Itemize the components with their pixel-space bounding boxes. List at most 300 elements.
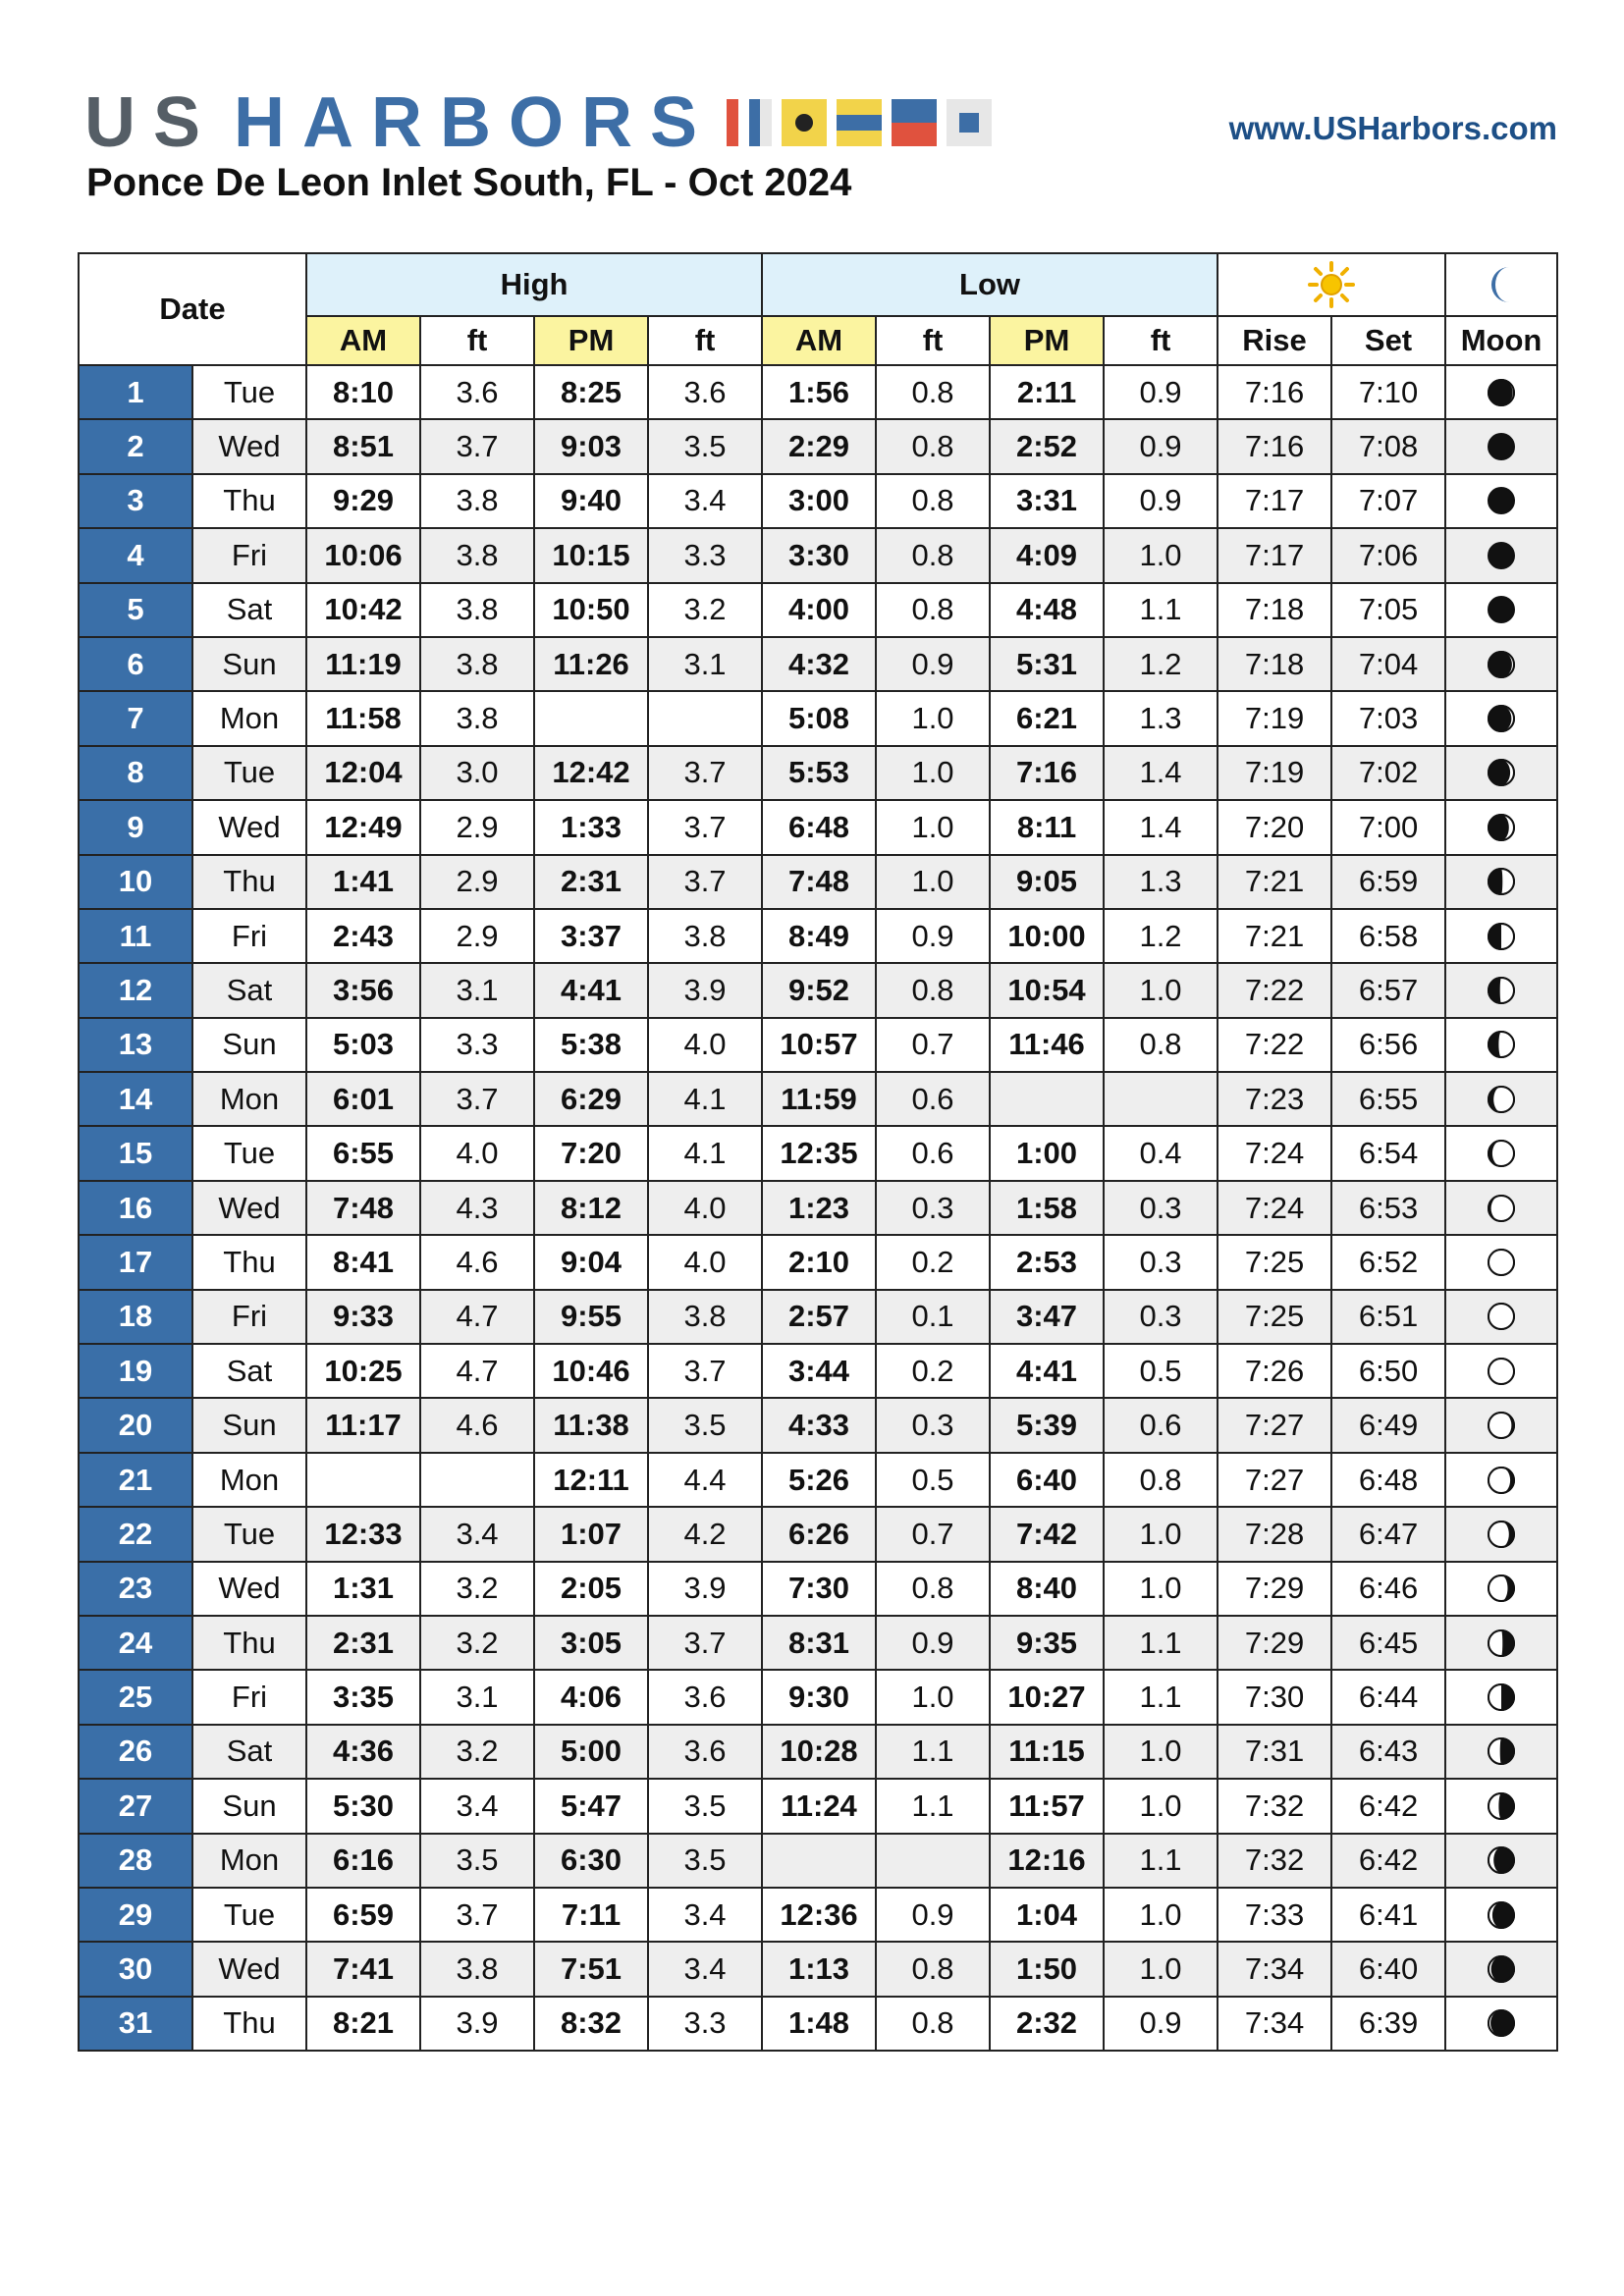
moon-phase-icon — [1484, 1789, 1519, 1824]
sunset-time: 6:56 — [1331, 1018, 1445, 1072]
low-pm-height: 0.3 — [1104, 1235, 1218, 1289]
header-high-am-ft: ft — [420, 316, 534, 365]
moon-phase-cell — [1445, 800, 1557, 854]
sunset-time: 6:40 — [1331, 1942, 1445, 1996]
day-of-week: Wed — [192, 419, 306, 473]
high-am-time: 6:01 — [306, 1072, 420, 1126]
high-pm-height: 3.1 — [648, 637, 762, 691]
sunset-time: 6:55 — [1331, 1072, 1445, 1126]
table-row — [79, 1290, 1557, 1344]
moon-phase-icon — [1484, 429, 1519, 464]
low-am-height: 0.2 — [876, 1235, 990, 1289]
high-am-time: 1:41 — [306, 855, 420, 909]
high-am-time: 8:10 — [306, 365, 420, 419]
day-of-week: Tue — [192, 746, 306, 800]
high-am-height: 3.9 — [420, 1997, 534, 2051]
header — [84, 83, 1557, 162]
high-am-height: 3.1 — [420, 963, 534, 1017]
sunset-time: 7:04 — [1331, 637, 1445, 691]
high-pm-time: 10:46 — [534, 1344, 648, 1398]
table-row — [79, 1126, 1557, 1180]
day-num: 4 — [79, 528, 192, 582]
day-of-week: Thu — [192, 1997, 306, 2051]
low-pm-time: 11:46 — [990, 1018, 1104, 1072]
high-pm-time: 9:03 — [534, 419, 648, 473]
moon-phase-cell — [1445, 1290, 1557, 1344]
high-pm-time: 11:38 — [534, 1398, 648, 1452]
moon-phase-cell — [1445, 1072, 1557, 1126]
sunset-time: 6:39 — [1331, 1997, 1445, 2051]
header-sun — [1218, 253, 1445, 316]
low-pm-time: 8:11 — [990, 800, 1104, 854]
low-pm-height: 1.3 — [1104, 855, 1218, 909]
header-low-pm-ft: ft — [1104, 316, 1218, 365]
high-am-height: 3.4 — [420, 1779, 534, 1833]
table-row — [79, 1834, 1557, 1888]
day-num: 12 — [79, 963, 192, 1017]
moon-phase-cell — [1445, 1834, 1557, 1888]
day-of-week: Wed — [192, 1942, 306, 1996]
high-am-time: 9:29 — [306, 474, 420, 528]
low-am-height: 0.8 — [876, 963, 990, 1017]
high-pm-height: 4.4 — [648, 1453, 762, 1507]
high-am-height: 4.0 — [420, 1126, 534, 1180]
low-pm-time: 5:31 — [990, 637, 1104, 691]
high-am-time: 6:59 — [306, 1888, 420, 1942]
high-pm-time: 1:07 — [534, 1507, 648, 1561]
high-am-time: 10:25 — [306, 1344, 420, 1398]
low-pm-height: 0.5 — [1104, 1344, 1218, 1398]
high-am-height — [420, 1453, 534, 1507]
low-pm-time: 5:39 — [990, 1398, 1104, 1452]
moon-phase-icon — [1484, 1082, 1519, 1117]
sunrise-time: 7:34 — [1218, 1942, 1331, 1996]
low-am-height: 0.7 — [876, 1507, 990, 1561]
table-row — [79, 1725, 1557, 1779]
sunrise-time: 7:23 — [1218, 1072, 1331, 1126]
day-num: 13 — [79, 1018, 192, 1072]
logo-us-text: US — [84, 83, 219, 162]
day-num: 24 — [79, 1616, 192, 1670]
moon-phase-icon — [1484, 1626, 1519, 1661]
high-am-time: 1:31 — [306, 1562, 420, 1616]
low-pm-time: 3:31 — [990, 474, 1104, 528]
high-pm-height: 4.1 — [648, 1072, 762, 1126]
low-pm-time: 10:27 — [990, 1670, 1104, 1724]
moon-phase-cell — [1445, 1235, 1557, 1289]
high-pm-time: 1:33 — [534, 800, 648, 854]
high-pm-height: 3.5 — [648, 1779, 762, 1833]
day-num: 20 — [79, 1398, 192, 1452]
day-of-week: Wed — [192, 800, 306, 854]
low-pm-time: 11:15 — [990, 1725, 1104, 1779]
low-am-time: 6:26 — [762, 1507, 876, 1561]
low-pm-height: 1.2 — [1104, 637, 1218, 691]
low-pm-time: 2:52 — [990, 419, 1104, 473]
high-pm-height: 3.7 — [648, 855, 762, 909]
table-row — [79, 1072, 1557, 1126]
day-num: 30 — [79, 1942, 192, 1996]
sunrise-time: 7:25 — [1218, 1290, 1331, 1344]
low-am-height: 0.9 — [876, 637, 990, 691]
site-url-link[interactable]: www.USHarbors.com — [1228, 110, 1557, 146]
high-pm-height: 3.4 — [648, 474, 762, 528]
low-am-height: 0.5 — [876, 1453, 990, 1507]
low-am-time: 8:31 — [762, 1616, 876, 1670]
low-pm-height — [1104, 1072, 1218, 1126]
sunset-time: 6:58 — [1331, 909, 1445, 963]
signal-flag-2-icon — [782, 99, 827, 146]
low-pm-height: 0.9 — [1104, 474, 1218, 528]
high-pm-time: 6:30 — [534, 1834, 648, 1888]
high-am-time: 6:16 — [306, 1834, 420, 1888]
table-row — [79, 1018, 1557, 1072]
sunset-time: 6:57 — [1331, 963, 1445, 1017]
high-am-height: 3.2 — [420, 1616, 534, 1670]
low-am-time: 6:48 — [762, 800, 876, 854]
sunset-time: 6:47 — [1331, 1507, 1445, 1561]
day-of-week: Tue — [192, 1507, 306, 1561]
low-am-height: 1.0 — [876, 1670, 990, 1724]
high-pm-height: 3.7 — [648, 1344, 762, 1398]
low-pm-time: 10:00 — [990, 909, 1104, 963]
high-am-height: 3.8 — [420, 1942, 534, 1996]
high-pm-time: 6:29 — [534, 1072, 648, 1126]
header-low-am-ft: ft — [876, 316, 990, 365]
high-pm-time: 9:40 — [534, 474, 648, 528]
low-am-time: 7:30 — [762, 1562, 876, 1616]
moon-phase-icon — [1484, 1517, 1519, 1552]
day-num: 29 — [79, 1888, 192, 1942]
sunrise-time: 7:28 — [1218, 1507, 1331, 1561]
header-low-am: AM — [762, 316, 876, 365]
moon-phase-cell — [1445, 1997, 1557, 2051]
table-row — [79, 1235, 1557, 1289]
moon-phase-icon — [1484, 1951, 1519, 1987]
moon-phase-cell — [1445, 746, 1557, 800]
day-num: 18 — [79, 1290, 192, 1344]
sunrise-time: 7:22 — [1218, 1018, 1331, 1072]
header-date: Date — [79, 253, 306, 365]
moon-phase-icon — [1484, 1897, 1519, 1933]
moon-phase-icon — [1484, 592, 1519, 627]
high-am-time: 8:21 — [306, 1997, 420, 2051]
sunset-time: 6:48 — [1331, 1453, 1445, 1507]
high-am-height: 3.7 — [420, 419, 534, 473]
low-pm-time: 7:42 — [990, 1507, 1104, 1561]
moon-phase-cell — [1445, 1562, 1557, 1616]
sunset-time: 6:54 — [1331, 1126, 1445, 1180]
sunset-time: 7:07 — [1331, 474, 1445, 528]
header-set: Set — [1331, 316, 1445, 365]
low-pm-time: 4:48 — [990, 583, 1104, 637]
high-am-height: 3.4 — [420, 1507, 534, 1561]
low-am-time: 11:59 — [762, 1072, 876, 1126]
sunrise-time: 7:19 — [1218, 691, 1331, 745]
low-am-time: 10:28 — [762, 1725, 876, 1779]
low-am-time: 9:52 — [762, 963, 876, 1017]
low-am-time: 8:49 — [762, 909, 876, 963]
low-pm-height: 0.6 — [1104, 1398, 1218, 1452]
moon-phase-icon — [1484, 1571, 1519, 1606]
high-pm-time: 5:38 — [534, 1018, 648, 1072]
low-am-time: 12:35 — [762, 1126, 876, 1180]
table-row — [79, 474, 1557, 528]
high-pm-height: 4.0 — [648, 1235, 762, 1289]
sunrise-time: 7:18 — [1218, 583, 1331, 637]
day-of-week: Thu — [192, 474, 306, 528]
day-num: 5 — [79, 583, 192, 637]
day-num: 11 — [79, 909, 192, 963]
logo-harbors-text: HARBORS — [234, 83, 716, 162]
low-pm-height: 1.0 — [1104, 963, 1218, 1017]
day-num: 25 — [79, 1670, 192, 1724]
high-am-time: 12:04 — [306, 746, 420, 800]
low-am-time: 9:30 — [762, 1670, 876, 1724]
high-am-time: 10:42 — [306, 583, 420, 637]
high-pm-height: 3.7 — [648, 800, 762, 854]
moon-phase-cell — [1445, 855, 1557, 909]
low-am-height: 1.0 — [876, 800, 990, 854]
sunset-time: 6:52 — [1331, 1235, 1445, 1289]
low-pm-height: 1.0 — [1104, 1888, 1218, 1942]
moon-phase-cell — [1445, 474, 1557, 528]
day-of-week: Mon — [192, 1453, 306, 1507]
sunrise-time: 7:16 — [1218, 419, 1331, 473]
high-pm-height: 3.6 — [648, 1725, 762, 1779]
day-of-week: Sun — [192, 1018, 306, 1072]
moon-phase-icon — [1484, 864, 1519, 899]
day-num: 16 — [79, 1181, 192, 1235]
high-am-time: 5:03 — [306, 1018, 420, 1072]
day-of-week: Mon — [192, 1072, 306, 1126]
day-of-week: Sun — [192, 1398, 306, 1452]
table-row — [79, 1616, 1557, 1670]
high-am-time: 5:30 — [306, 1779, 420, 1833]
moon-phase-cell — [1445, 365, 1557, 419]
moon-phase-icon — [1484, 375, 1519, 410]
high-pm-height: 3.2 — [648, 583, 762, 637]
sunset-time: 7:10 — [1331, 365, 1445, 419]
low-am-time: 11:24 — [762, 1779, 876, 1833]
moon-phase-icon — [1484, 1191, 1519, 1226]
high-pm-time: 9:04 — [534, 1235, 648, 1289]
sunrise-time: 7:24 — [1218, 1126, 1331, 1180]
sunrise-time: 7:27 — [1218, 1398, 1331, 1452]
table-row — [79, 800, 1557, 854]
high-am-height: 3.8 — [420, 583, 534, 637]
high-am-time: 2:43 — [306, 909, 420, 963]
day-of-week: Thu — [192, 855, 306, 909]
low-am-time: 4:00 — [762, 583, 876, 637]
sunset-time: 6:43 — [1331, 1725, 1445, 1779]
low-pm-time: 6:40 — [990, 1453, 1104, 1507]
sunset-time: 6:42 — [1331, 1834, 1445, 1888]
low-am-height: 1.0 — [876, 691, 990, 745]
sunrise-time: 7:29 — [1218, 1616, 1331, 1670]
high-pm-height: 3.5 — [648, 1834, 762, 1888]
day-of-week: Wed — [192, 1181, 306, 1235]
low-pm-height: 1.4 — [1104, 746, 1218, 800]
day-of-week: Tue — [192, 1888, 306, 1942]
high-pm-time — [534, 691, 648, 745]
moon-phase-icon — [1484, 1136, 1519, 1171]
sunrise-time: 7:25 — [1218, 1235, 1331, 1289]
high-am-height: 2.9 — [420, 909, 534, 963]
day-num: 22 — [79, 1507, 192, 1561]
header-high-pm-ft: ft — [648, 316, 762, 365]
high-pm-time: 8:25 — [534, 365, 648, 419]
low-pm-height: 1.0 — [1104, 1779, 1218, 1833]
day-of-week: Sat — [192, 1725, 306, 1779]
day-num: 17 — [79, 1235, 192, 1289]
sunset-time: 7:02 — [1331, 746, 1445, 800]
table-row — [79, 1670, 1557, 1724]
high-pm-time: 3:37 — [534, 909, 648, 963]
sunrise-time: 7:27 — [1218, 1453, 1331, 1507]
signal-flag-5-icon — [947, 99, 992, 146]
sunset-time: 7:03 — [1331, 691, 1445, 745]
low-am-height: 0.9 — [876, 1616, 990, 1670]
low-pm-height: 1.0 — [1104, 1725, 1218, 1779]
high-pm-height: 4.1 — [648, 1126, 762, 1180]
low-am-height: 0.8 — [876, 583, 990, 637]
day-of-week: Tue — [192, 1126, 306, 1180]
high-am-height: 3.6 — [420, 365, 534, 419]
low-pm-time: 2:53 — [990, 1235, 1104, 1289]
page-title: Ponce De Leon Inlet South, FL - Oct 2024 — [86, 161, 852, 204]
high-pm-height: 3.6 — [648, 365, 762, 419]
low-pm-height: 1.1 — [1104, 1616, 1218, 1670]
high-pm-height: 3.6 — [648, 1670, 762, 1724]
signal-flag-4-icon — [892, 99, 937, 146]
sunset-time: 7:08 — [1331, 419, 1445, 473]
high-pm-time: 7:11 — [534, 1888, 648, 1942]
low-am-height: 0.9 — [876, 1888, 990, 1942]
low-am-height: 1.0 — [876, 746, 990, 800]
day-num: 9 — [79, 800, 192, 854]
table-row — [79, 1344, 1557, 1398]
low-am-height: 0.1 — [876, 1290, 990, 1344]
high-am-time: 7:48 — [306, 1181, 420, 1235]
table-row — [79, 1942, 1557, 1996]
low-am-height: 0.8 — [876, 419, 990, 473]
low-pm-height: 1.1 — [1104, 1670, 1218, 1724]
moon-phase-cell — [1445, 1670, 1557, 1724]
table-row — [79, 1888, 1557, 1942]
high-pm-time: 11:26 — [534, 637, 648, 691]
day-of-week: Sat — [192, 963, 306, 1017]
table-row — [79, 855, 1557, 909]
signal-flag-1-icon — [727, 99, 772, 146]
day-of-week: Thu — [192, 1235, 306, 1289]
low-am-time: 2:10 — [762, 1235, 876, 1289]
day-of-week: Wed — [192, 1562, 306, 1616]
day-num: 31 — [79, 1997, 192, 2051]
day-num: 28 — [79, 1834, 192, 1888]
low-am-height: 0.2 — [876, 1344, 990, 1398]
ushharbors-logo[interactable] — [84, 83, 992, 162]
moon-phase-icon — [1484, 1463, 1519, 1498]
moon-phase-cell — [1445, 1725, 1557, 1779]
low-am-height: 0.8 — [876, 1562, 990, 1616]
day-of-week: Sat — [192, 583, 306, 637]
low-pm-height: 1.0 — [1104, 1507, 1218, 1561]
high-am-height: 3.0 — [420, 746, 534, 800]
low-pm-time: 7:16 — [990, 746, 1104, 800]
high-am-time: 7:41 — [306, 1942, 420, 1996]
high-pm-height: 3.9 — [648, 963, 762, 1017]
table-row — [79, 1181, 1557, 1235]
low-pm-time: 4:41 — [990, 1344, 1104, 1398]
low-am-height: 1.1 — [876, 1725, 990, 1779]
sunset-time: 6:42 — [1331, 1779, 1445, 1833]
high-pm-height: 3.7 — [648, 1616, 762, 1670]
high-am-height: 3.2 — [420, 1725, 534, 1779]
high-pm-time: 2:05 — [534, 1562, 648, 1616]
high-am-time: 4:36 — [306, 1725, 420, 1779]
low-pm-time: 8:40 — [990, 1562, 1104, 1616]
moon-phase-icon — [1484, 755, 1519, 790]
moon-phase-icon — [1484, 919, 1519, 954]
high-am-time: 9:33 — [306, 1290, 420, 1344]
low-am-time: 2:29 — [762, 419, 876, 473]
high-am-time: 2:31 — [306, 1616, 420, 1670]
day-of-week: Thu — [192, 1616, 306, 1670]
sunrise-time: 7:19 — [1218, 746, 1331, 800]
sunrise-time: 7:34 — [1218, 1997, 1331, 2051]
high-pm-time: 9:55 — [534, 1290, 648, 1344]
high-pm-height — [648, 691, 762, 745]
moon-phase-icon — [1484, 1680, 1519, 1715]
header-moon-icon-cell — [1445, 253, 1557, 316]
sunset-time: 6:46 — [1331, 1562, 1445, 1616]
low-am-height: 0.8 — [876, 1942, 990, 1996]
low-pm-time: 1:04 — [990, 1888, 1104, 1942]
moon-phase-icon — [1484, 538, 1519, 573]
high-am-height: 3.8 — [420, 474, 534, 528]
day-num: 23 — [79, 1562, 192, 1616]
low-am-time: 1:48 — [762, 1997, 876, 2051]
day-of-week: Fri — [192, 909, 306, 963]
sunrise-time: 7:16 — [1218, 365, 1331, 419]
day-num: 6 — [79, 637, 192, 691]
moon-phase-icon — [1484, 2005, 1519, 2041]
high-pm-height: 3.3 — [648, 528, 762, 582]
low-pm-time: 11:57 — [990, 1779, 1104, 1833]
low-am-height: 0.3 — [876, 1398, 990, 1452]
moon-phase-icon — [1484, 1354, 1519, 1389]
header-low: Low — [762, 253, 1218, 316]
sunrise-time: 7:29 — [1218, 1562, 1331, 1616]
moon-phase-cell — [1445, 691, 1557, 745]
low-pm-time: 1:00 — [990, 1126, 1104, 1180]
moon-phase-cell — [1445, 637, 1557, 691]
high-pm-time: 5:47 — [534, 1779, 648, 1833]
low-pm-time: 1:58 — [990, 1181, 1104, 1235]
table-row — [79, 365, 1557, 419]
high-am-time: 3:56 — [306, 963, 420, 1017]
high-am-time: 12:49 — [306, 800, 420, 854]
low-pm-height: 1.0 — [1104, 528, 1218, 582]
moon-phase-cell — [1445, 1779, 1557, 1833]
low-pm-time: 2:32 — [990, 1997, 1104, 2051]
table-row — [79, 1507, 1557, 1561]
moon-phase-cell — [1445, 528, 1557, 582]
low-pm-time: 4:09 — [990, 528, 1104, 582]
high-pm-height: 4.0 — [648, 1181, 762, 1235]
sunrise-time: 7:32 — [1218, 1779, 1331, 1833]
